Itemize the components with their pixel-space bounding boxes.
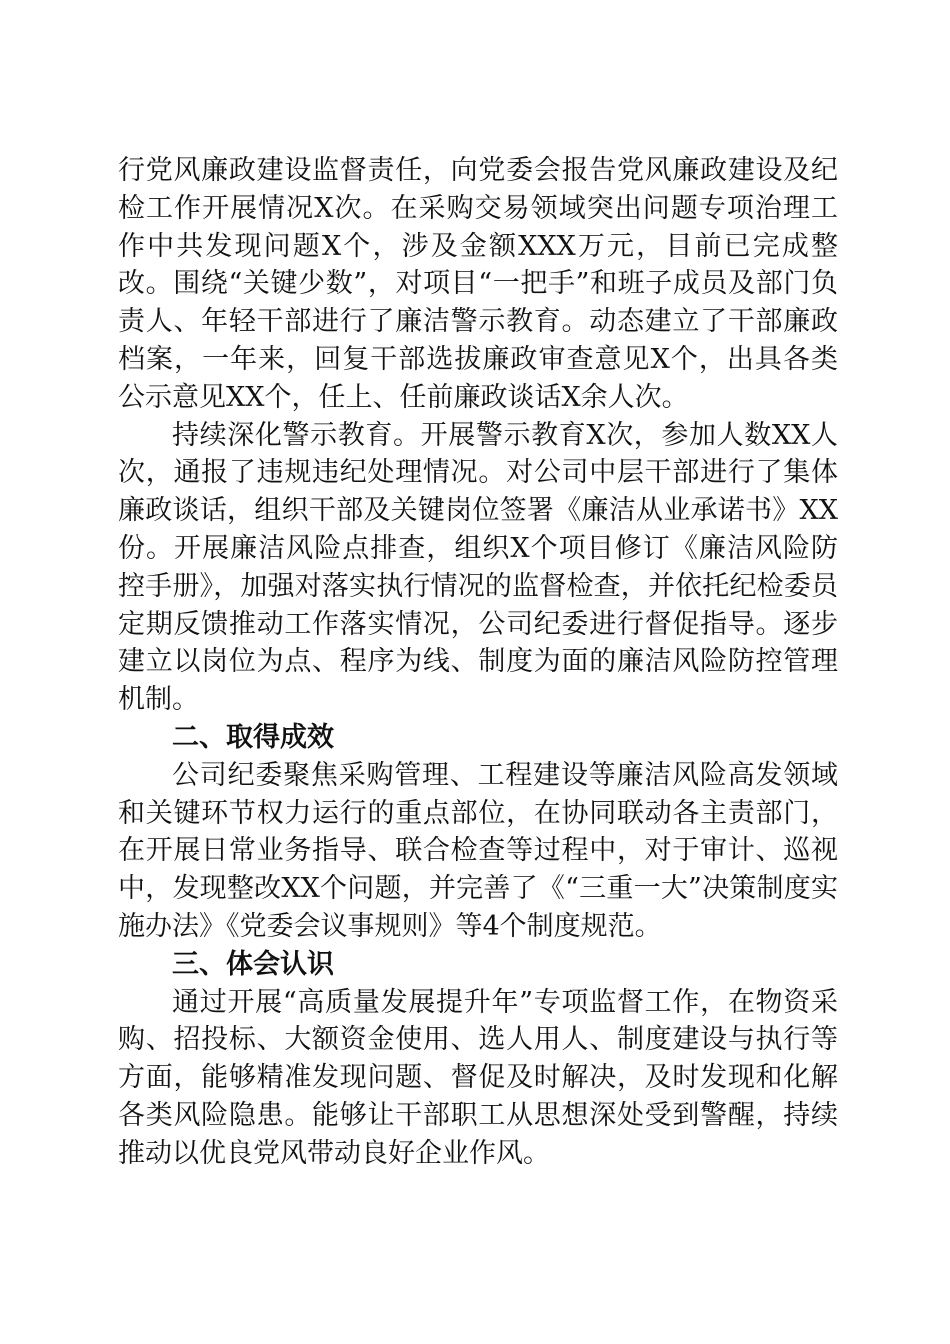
paragraph-results: 公司纪委聚焦采购管理、工程建设等廉洁风险高发领域和关键环节权力运行的重点部位，在协同联动各主责部门，在开展日常业务指导、联合检查等过程中，对于审计、巡视中，发现整改XX个问题，并完善了《“三重一大”决策制度实施办法》《党委会议事规则》等4个制度规范。 [118, 759, 838, 942]
document-body [118, 152, 838, 1173]
section-heading-results: 二、取得成效 [172, 721, 334, 753]
paragraph-insights: 通过开展“高质量发展提升年”专项监督工作，在物资采购、招投标、大额资金使用、选人用人、制度建设与执行等方面，能够精准发现问题、督促及时解决，及时发现和化解各类风险隐患。能够让干部职工从思想深处受到警醒，持续推动以优良党风带动良好企业作风。 [118, 986, 838, 1169]
section-heading-insights: 三、体会认识 [172, 948, 334, 980]
paragraph-warning-education: 持续深化警示教育。开展警示教育X次，参加人数XX人次，通报了违规违纪处理情况。对公司中层干部进行了集体廉政谈话，组织干部及关键岗位签署《廉洁从业承诺书》XX份。开展廉洁风险点排查，组织X个项目修订《廉洁风险防控手册》，加强对落实执行情况的监督检查，并依托纪检委员定期反馈推动工作落实情况，公司纪委进行督促指导。逐步建立以岗位为点、程序为线、制度为面的廉洁风险防控管理机制。 [118, 419, 838, 716]
paragraph-supervision-duty: 行党风廉政建设监督责任，向党委会报告党风廉政建设及纪检工作开展情况X次。在采购交易领域突出问题专项治理工作中共发现问题X个，涉及金额XXX万元，目前已完成整改。围绕“关键少数”，对项目“一把手”和班子成员及部门负责人、年轻干部进行了廉洁警示教育。动态建立了干部廉政档案，一年来，回复干部选拔廉政审查意见X个，出具各类公示意见XX个，任上、任前廉政谈话X余人次。 [118, 155, 838, 413]
